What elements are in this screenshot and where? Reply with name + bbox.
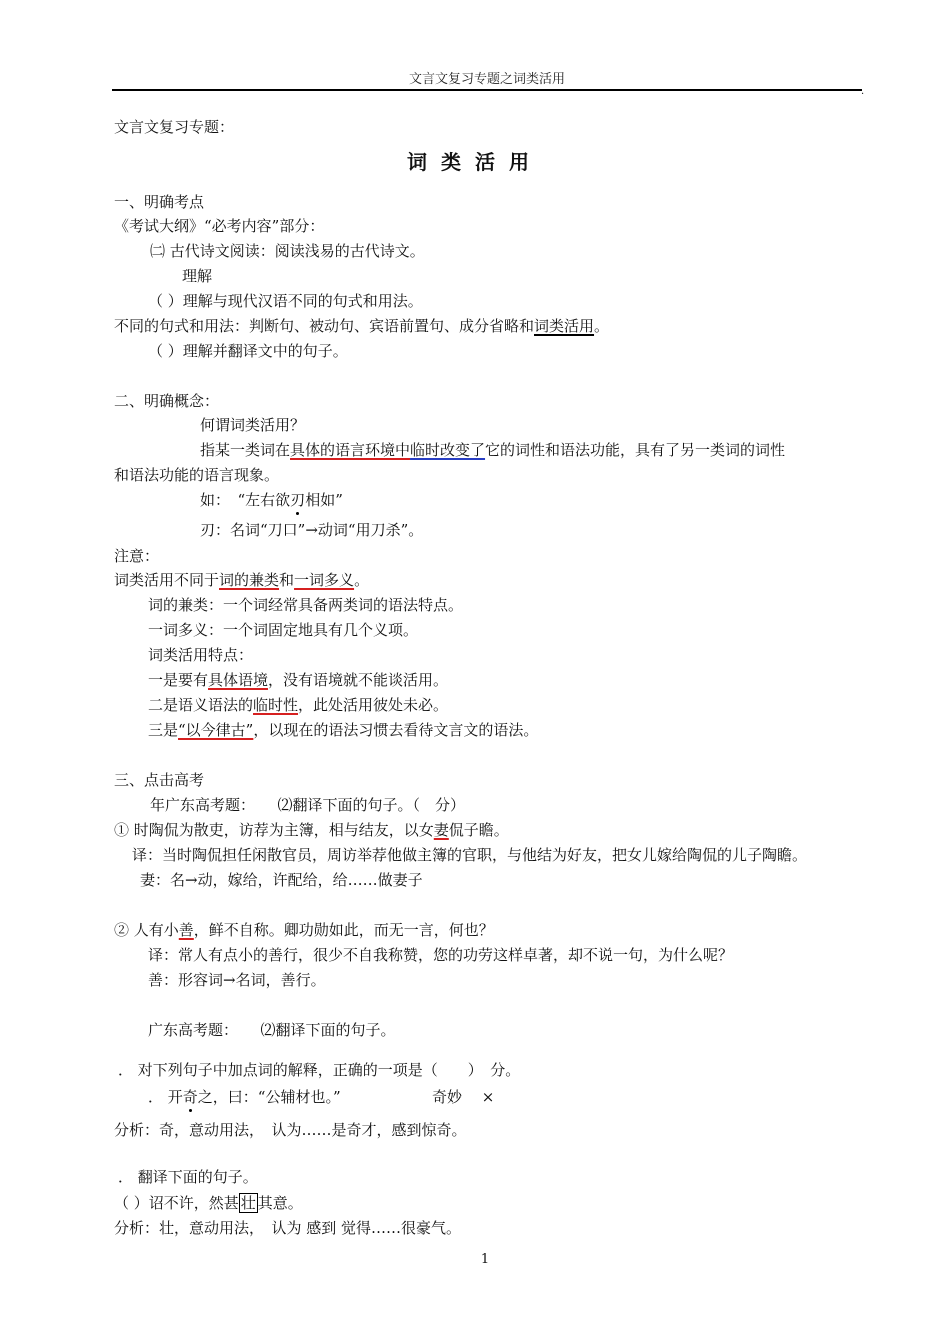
question-sentence bbox=[114, 1194, 303, 1212]
exam-heading: 年广东高考题： ⑵翻译下面的句子。（ 分） bbox=[150, 796, 466, 814]
page-header: 文言文复习专题之词类活用 bbox=[408, 72, 565, 87]
syllabus-level: 理解 bbox=[182, 267, 213, 285]
feature-line bbox=[148, 671, 448, 689]
text-span: 它的词性和语法功能，具有了另一类词的词性 bbox=[485, 441, 786, 459]
text-span: ② 人有小 bbox=[114, 921, 179, 939]
text-span: ，以现在的语法习惯去看待文言文的语法。 bbox=[253, 721, 539, 739]
text-span: ，此处活用彼处未必。 bbox=[298, 696, 449, 714]
text-span: ① 时陶侃为散吏，访荐为主簿，相与结友，以女 bbox=[114, 821, 434, 839]
translation-line: 译：当时陶侃担任闲散官员，周访举荐他做主簿的官职，与他结为好友，把女儿嫁给陶侃的儿子陶瞻。 bbox=[132, 846, 808, 864]
text-span: 相如” bbox=[305, 491, 343, 509]
text-span: 如： “左右欲 bbox=[200, 491, 291, 509]
question-line: 何谓词类活用？ bbox=[200, 416, 306, 434]
text-span: ． 开 bbox=[148, 1088, 183, 1106]
text-span: 不同的句式和用法：判断句、被动句、宾语前置句、成分省略和 bbox=[114, 317, 535, 335]
text-span: 和 bbox=[279, 571, 295, 589]
feature-line bbox=[148, 721, 538, 739]
dotted-word: 刃 bbox=[290, 491, 306, 509]
exam-sentence bbox=[114, 821, 509, 839]
analysis-line: 分析：奇，意动用法， 认为……是奇才，感到惊奇。 bbox=[114, 1121, 467, 1139]
dotted-word: 奇 bbox=[182, 1088, 198, 1106]
boxed-word: 壮 bbox=[240, 1194, 256, 1212]
highlight-red: 一词多义 bbox=[294, 571, 355, 589]
option-answer: 奇妙 × bbox=[432, 1088, 495, 1106]
definition-line bbox=[200, 441, 785, 459]
text-span: 。 bbox=[354, 571, 370, 589]
explanation-line: 妻：名→动，嫁给，许配给，给……做妻子 bbox=[140, 871, 423, 889]
exam-sentence bbox=[114, 921, 494, 939]
analysis-line: 分析：壮，意动用法， 认为 感到 觉得……很豪气。 bbox=[114, 1219, 462, 1237]
note-line: 一词多义：一个词固定地具有几个义项。 bbox=[148, 621, 419, 639]
keyword-underlined: 词类活用 bbox=[534, 317, 595, 335]
explanation-line: 善：形容词→名词，善行。 bbox=[148, 971, 326, 989]
note-line: 词的兼类：一个词经常具备两类词的语法特点。 bbox=[148, 596, 464, 614]
page-title: 词类活用 bbox=[407, 150, 543, 174]
header-mark: . bbox=[861, 86, 865, 97]
text-span: （ ）诏不许，然甚 bbox=[114, 1194, 239, 1212]
highlight-red: 具体的语言环境中 bbox=[290, 441, 411, 459]
syllabus-item: ㈡ 古代诗文阅读：阅读浅易的古代诗文。 bbox=[150, 242, 425, 260]
syllabus-item: （ ）理解并翻译文中的句子。 bbox=[148, 342, 348, 360]
text-span: 一是要有 bbox=[148, 671, 209, 689]
question-line: ． 对下列句子中加点词的解释，正确的一项是（ ） 分。 bbox=[118, 1061, 521, 1079]
text-span: 指某一类词在 bbox=[200, 441, 291, 459]
feature-line bbox=[148, 696, 448, 714]
highlight-red: 妻 bbox=[433, 821, 449, 839]
text-span: 侃子瞻。 bbox=[448, 821, 509, 839]
highlight-red: 具体语境 bbox=[208, 671, 269, 689]
section-1-heading: 一、明确考点 bbox=[114, 193, 205, 211]
highlight-red: 临时性 bbox=[253, 696, 299, 714]
note-heading: 注意： bbox=[114, 547, 160, 565]
section-2-heading: 二、明确概念： bbox=[114, 392, 220, 410]
header-rule bbox=[112, 89, 862, 91]
syllabus-detail bbox=[114, 317, 609, 335]
text-span: 之，曰：“公辅材也。” bbox=[197, 1088, 341, 1106]
highlight-blue: 临时改变了 bbox=[410, 441, 486, 459]
text-span: 三是 bbox=[148, 721, 179, 739]
intro-line: 文言文复习专题： bbox=[114, 118, 235, 136]
highlight-red: 词的兼类 bbox=[219, 571, 280, 589]
example-line bbox=[200, 491, 343, 509]
note-line: 词类活用特点： bbox=[148, 646, 254, 664]
note-line bbox=[114, 571, 369, 589]
example-explanation: 刃：名词“刀口”→动词“用刀杀”。 bbox=[200, 521, 424, 539]
exam-heading: 广东高考题： ⑵翻译下面的句子。 bbox=[148, 1021, 396, 1039]
text-span: 。 bbox=[594, 317, 610, 335]
definition-line: 和语法功能的语言现象。 bbox=[114, 466, 280, 484]
text-span: 其意。 bbox=[257, 1194, 303, 1212]
text-span: 二是语义语法的 bbox=[148, 696, 254, 714]
translation-line: 译：常人有点小的善行，很少不自我称赞，您的功劳这样卓著，却不说一句，为什么呢？ bbox=[148, 946, 734, 964]
highlight-red: “以今律古” bbox=[178, 721, 254, 739]
text-span: ，没有语境就不能谈活用。 bbox=[268, 671, 449, 689]
question-line: ． 翻译下面的句子。 bbox=[118, 1168, 258, 1186]
syllabus-item: （ ）理解与现代汉语不同的句式和用法。 bbox=[148, 292, 423, 310]
page-number: 1 bbox=[480, 1252, 490, 1267]
syllabus-line: 《考试大纲》“必考内容”部分： bbox=[114, 217, 325, 235]
highlight-red: 善 bbox=[178, 921, 194, 939]
text-span: ，鲜不自称。卿功勋如此，而无一言，何也？ bbox=[193, 921, 494, 939]
text-span: 词类活用不同于 bbox=[114, 571, 220, 589]
question-option bbox=[148, 1088, 341, 1106]
section-3-heading: 三、点击高考 bbox=[114, 771, 205, 789]
